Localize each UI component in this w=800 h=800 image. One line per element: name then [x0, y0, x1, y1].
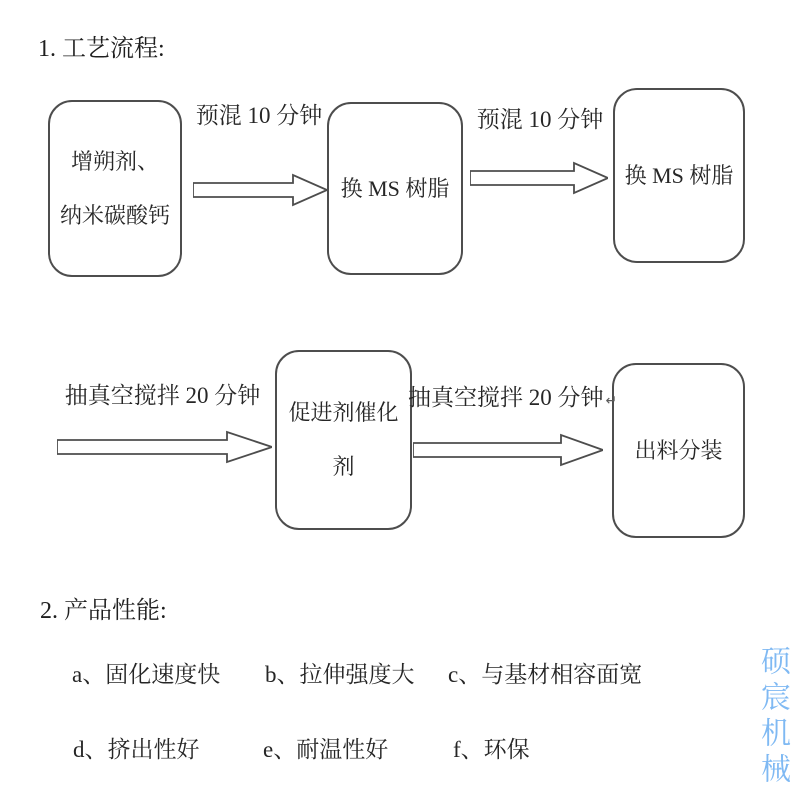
performance-item-c: c、与基材相容面宽: [448, 662, 643, 687]
flow-box-discharge-line1: 出料分装: [634, 437, 723, 463]
flow-arrow-4: [413, 432, 603, 468]
line-break-mark: ↵: [605, 394, 618, 409]
flow-box-materials-line2: 纳米碳酸钙: [59, 202, 170, 228]
flow-box-catalyst-line1: 促进剂催化: [288, 400, 399, 425]
flow-arrow-3: [57, 429, 272, 465]
watermark-text: 硕宸机械: [756, 645, 789, 789]
performance-item-b: b、拉伸强度大: [265, 662, 415, 687]
section-heading-product-performance: 2. 产品性能:: [40, 598, 167, 624]
arrow-label-vacuum-mix-1: 抽真空搅拌 20 分钟: [64, 383, 261, 408]
flow-box-catalyst-line2: 剂: [332, 454, 355, 479]
flow-box-ms-resin-1-line1: 换 MS 树脂: [340, 175, 450, 201]
arrow-label-vacuum-mix-2-text: 抽真空搅拌 20 分钟: [408, 385, 604, 410]
flow-arrow-2: [470, 160, 608, 196]
arrow-label-premix-1: 预混 10 分钟: [195, 103, 323, 128]
performance-item-d: d、挤出性好: [73, 737, 200, 762]
flow-arrow-1: [193, 172, 327, 208]
performance-item-f: f、环保: [453, 737, 530, 762]
flow-box-materials-line1: 增朔剂、: [70, 148, 159, 174]
flow-box-catalyst: [275, 350, 412, 530]
flow-box-discharge: [612, 363, 745, 538]
section-heading-process-flow: 1. 工艺流程:: [38, 36, 165, 62]
arrow-label-premix-2: 预混 10 分钟: [476, 107, 604, 132]
performance-item-a: a、固化速度快: [72, 662, 221, 687]
performance-item-e: e、耐温性好: [263, 737, 389, 762]
flow-box-ms-resin-2-line1: 换 MS 树脂: [624, 162, 734, 188]
arrow-label-vacuum-mix-2: [408, 379, 618, 412]
flow-box-materials: [48, 100, 182, 277]
flow-box-ms-resin-2: [613, 88, 745, 263]
flow-box-ms-resin-1: [327, 102, 463, 275]
